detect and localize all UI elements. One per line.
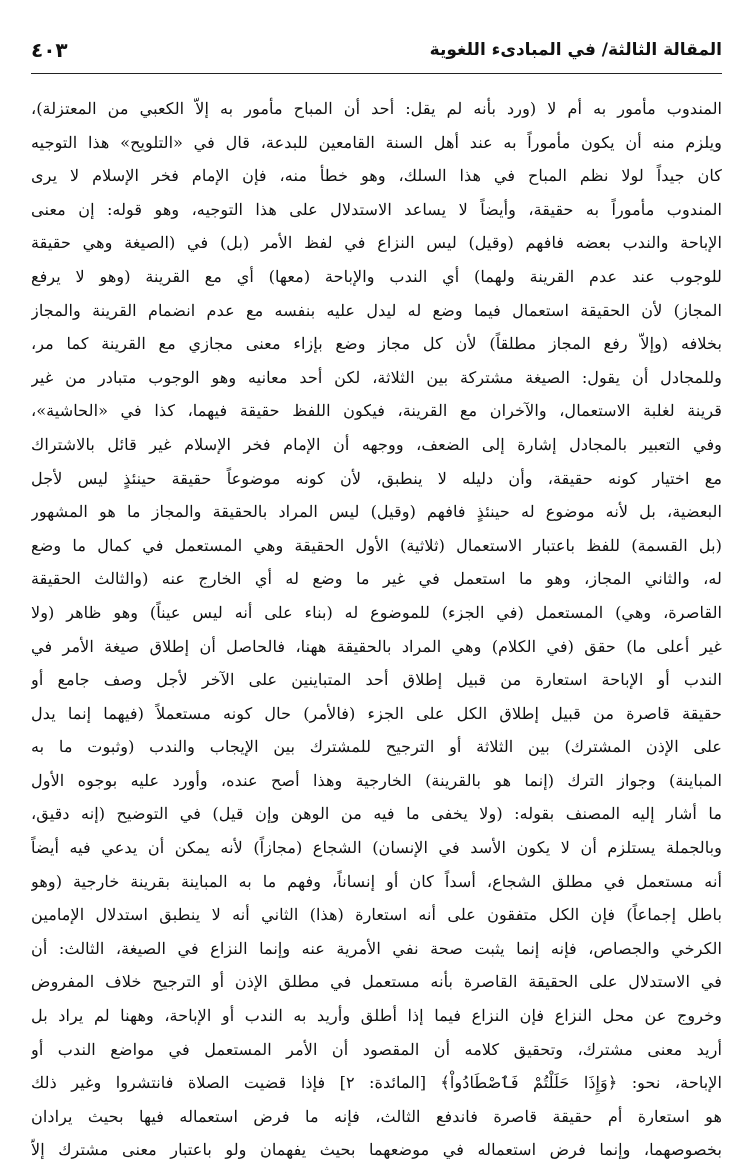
text-line: الإباحة والندب بعضه فافهم (وقيل) ليس النزاع في لفظ الأمر (بل) في (الصيغة وهي حقيقة	[31, 233, 722, 253]
page-number: ٤٠٣	[31, 38, 68, 62]
text-line: على الإذن المشترك) بين الثلاثة أو الترجيح للمشترك بين الإيجاب والندب (وثبوت ما به	[31, 737, 722, 757]
text-line: وبالجملة يستلزم أن لا يكون الأسد في الإنسان) الشجاع (مجازاً) لأنه يمكن أن يدعي فيه أيضاً	[31, 838, 722, 858]
text-line: وفي التعبير بالمجادل إشارة إلى الضعف، ووجهه أن الإمام فخر الإسلام غير قائل بالاشتراك	[31, 434, 722, 454]
text-line: غير أعلى ما) حقق (في الكلام) وهي المراد بالحقيقة ههنا، فالحاصل أن إطلاق صيغة الأمر في	[31, 636, 722, 656]
running-head	[31, 34, 722, 68]
text-line: المجاز) لأن الحقيقة استعمال فيما وضع له ليدل عليه بنفسه مع عدم انضمام القرينة والمجاز	[31, 300, 722, 320]
text-line: ما أشار إليه المصنف بقوله: (ولا يخفى ما فيه من الوهن وإن قيل) في التوضيح (إنه دقيق،	[31, 804, 722, 824]
chapter-title: المقالة الثالثة/ في المبادىء اللغوية	[429, 40, 722, 60]
text-line: الندب أو الإباحة استعارة من قبيل إطلاق أحد المتباينين على الآخر لأجل وصف جامع أو	[31, 670, 722, 690]
text-line: مع اختيار كونه حقيقة، وأن دليله لا ينطبق، لأن كونه موضوعاً حقيقة حينئذٍ ليس لأجل	[31, 468, 722, 488]
text-line: قرينة لغلبة الاستعمال، والآخران مع القرينة، فيكون اللفظ حقيقة فيهما، كذا في «الحاشية»،	[31, 401, 722, 421]
text-line: البعضية، بل لأنه موضوع له حينئذٍ فافهم (وقيل) ليس المراد بالحقيقة والمجاز ما هو المشهور	[31, 502, 722, 522]
text-line: ويلزم منه أن يكون مأموراً به عند أهل السنة القامعين للبدعة، قال في «التلويح» هذا التوجيه	[31, 132, 722, 152]
text-line: باطل إجماعاً) فإن الكل متفقون على أنه استعارة (هذا) الثاني أنه لا ينطبق استدلال الإمامين	[31, 905, 722, 925]
text-line: في الاستدلال على الحقيقة القاصرة بأنه مستعمل في مطلق الإذن أو الترجيح خلاف المفروض	[31, 972, 722, 992]
text-line: للوجوب عند عدم القرينة ولهما) أي الندب والإباحة (معها) أي مع القرينة (وهو لا يرفع	[31, 266, 722, 286]
text-line: حقيقة قاصرة من قبيل إطلاق الكل على الجزء (فالأمر) حال كونه مستعملاً (فيهما إنما يدل	[31, 703, 722, 723]
text-line: المباينة) وجواز الترك (إنما هو بالقرينة) الخارجية وهذا أصح عنده، وأورد عليه بوجوه الأول	[31, 770, 722, 790]
text-line: (بل القسمة) للفظ باعتبار الاستعمال (ثلاثية) الأول الحقيقة وهي المستعمل في كمال ما وضع	[31, 535, 722, 555]
text-line: أريد معنى مشترك، وتحقيق كلامه أن المقصود أن الأمر المستعمل في مواضع الندب أو	[31, 1039, 722, 1059]
text-line: المندوب مأمور به أم لا (ورد بأنه لم يقل: أحد أن المباح مأمور به إلاّ الكعبي من المعتزلة)،	[31, 99, 722, 118]
text-line: بخصوصهما، وإنما فرض استعماله في موضعهما بحيث يفهمان ولو باعتبار معنى مشترك إلاّ	[31, 1140, 722, 1160]
text-line: أنه مستعمل في مطلق الشجاع، أسداً كان أو إنساناً، وفهم ما به المباينة بقرينة خارجية (وهو	[31, 871, 722, 891]
text-line: القاصرة، وهي) المستعمل (في الجزء) للموضوع له (بناء على أنه ليس عيناً) وهو ظاهر (ولا	[31, 602, 722, 622]
text-line: المندوب مأموراً به حقيقة، وأيضاً لا يساعد الاستدلال على هذا التوجيه، وهو قوله: إن معنى	[31, 199, 722, 219]
text-line: كان جيداً لولا نظم المباح في هذا السلك، وهو خطأ منه، فإن الإمام فخر الإسلام لا يرى	[31, 166, 722, 186]
text-line: الكرخي والجصاص، فإنه إنما يثبت صحة نفي الأمرية عنه وإنما النزاع في الصيغة، الثالث: أن	[31, 938, 722, 958]
text-line: له، والثاني المجاز، وهو ما استعمل في غير ما وضع له أي الخارج عنه (والثالث الحقيقة	[31, 569, 722, 589]
text-line: هو استعارة أم حقيقة قاصرة فاندفع الثالث، فإنه ما فرض استعماله فيها بحيث يرادان	[31, 1106, 722, 1126]
text-line: وخروج عن محل النزاع فإن النزاع فيما إذا أطلق وأريد به الندب أو الإباحة، وههنا لم يراد بل	[31, 1006, 722, 1026]
body-text	[31, 92, 722, 1167]
text-line: وللمجادل أن يقول: الصيغة مشتركة بين الثلاثة، لكن أحد معانيه وهو الوجوب متبادر من غير	[31, 367, 722, 387]
quran-citation-line: الإباحة، نحو: ﴿وَإِذَا حَلَلْتُمْ فَٱصْطَادُواْ﴾ [المائدة: ٢] فإذا قضيت الصلاة فانتشروا وغير ذلك	[31, 1073, 722, 1093]
header-rule	[31, 73, 722, 74]
text-line: بخلافه (وإلاّ رفع المجاز مطلقاً) لأن كل مجاز وضع بإزاء معنى مجازي مع القرينة كما مر،	[31, 334, 722, 354]
